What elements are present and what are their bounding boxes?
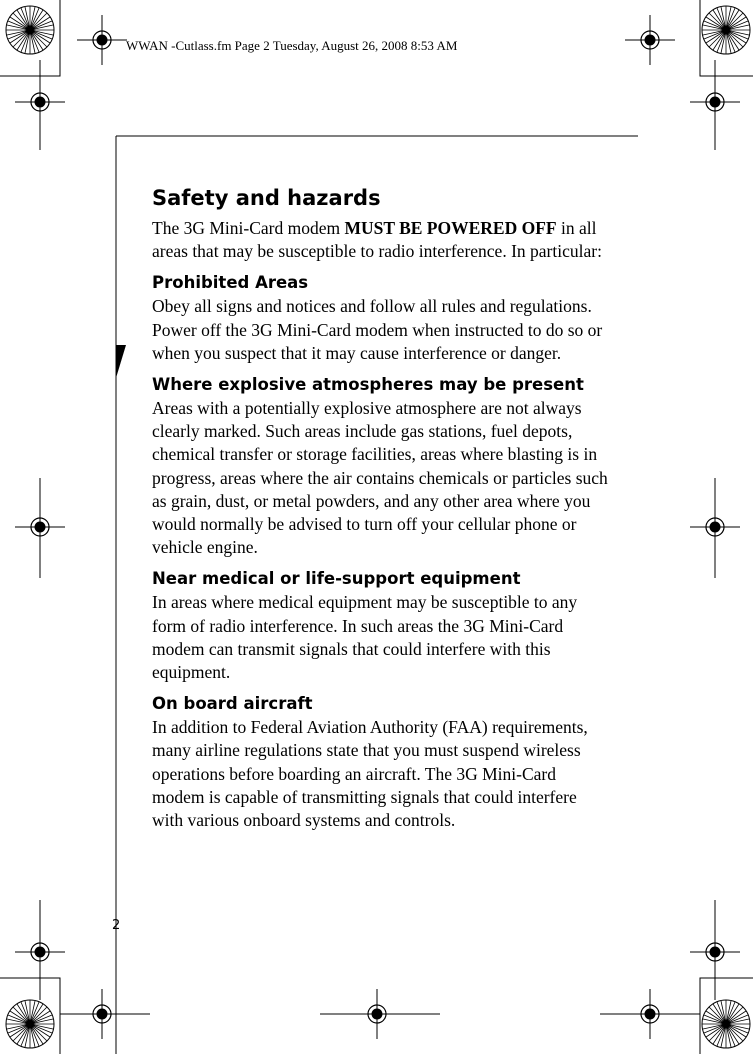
section-body-prohibited-areas: Obey all signs and notices and follow all rules and regulations. Power off the 3G Mini-Card modem when instructed to do so or when you suspect that it may cause interference or danger. [152, 296, 603, 363]
intro-emphasis: MUST BE POWERED OFF [344, 218, 557, 238]
section-heading-aircraft: On board aircraft [152, 694, 313, 714]
corner-target-tl-icon [6, 6, 54, 54]
section-body-aircraft: In addition to Federal Aviation Authority (FAA) requirements, many airline regulations state that you must suspend wireless operations before boarding an aircraft. The 3G Mini-Card modem is capable of transmitting signals that could interfere with various onboard systems and controls. [152, 717, 588, 831]
header-slug: WWAN -Cutlass.fm Page 2 Tuesday, August 26, 2008 8:53 AM [126, 38, 458, 53]
trim-wedge-icon [116, 345, 126, 378]
intro-paragraph [152, 217, 612, 263]
section-body-explosive-atmospheres: Areas with a potentially explosive atmosphere are not always clearly marked. Such areas include gas stations, fuel depots, chemical transfer or storage facilities, areas where blasting is in progress, areas where the air contains chemicals or particles such as grain, dust, or metal powders, and any other area where you would normally be advised to turn off your cellular phone or vehicle engine. [152, 398, 608, 558]
corner-target-br-icon [702, 1000, 750, 1048]
page-title: Safety and hazards [152, 186, 381, 210]
section-heading-prohibited-areas: Prohibited Areas [152, 273, 309, 293]
section-body-medical-equipment: In areas where medical equipment may be susceptible to any form of radio interference. In such areas the 3G Mini-Card modem can transmit signals that could interfere with this equipment. [152, 592, 578, 683]
corner-target-tr-icon [702, 6, 750, 54]
intro-text-before: The 3G Mini-Card modem [152, 218, 345, 238]
page-number: 2 [112, 918, 121, 933]
corner-target-bl-icon [6, 1000, 54, 1048]
registration-mark-icon [625, 15, 675, 65]
page-content [152, 183, 612, 832]
registration-mark-icon [77, 15, 127, 65]
section-heading-medical-equipment: Near medical or life-support equipment [152, 569, 521, 589]
section-heading-explosive-atmospheres: Where explosive atmospheres may be present [152, 375, 584, 395]
intro-text-after: in all areas that may be susceptible to radio interference. In particular: [152, 218, 602, 262]
